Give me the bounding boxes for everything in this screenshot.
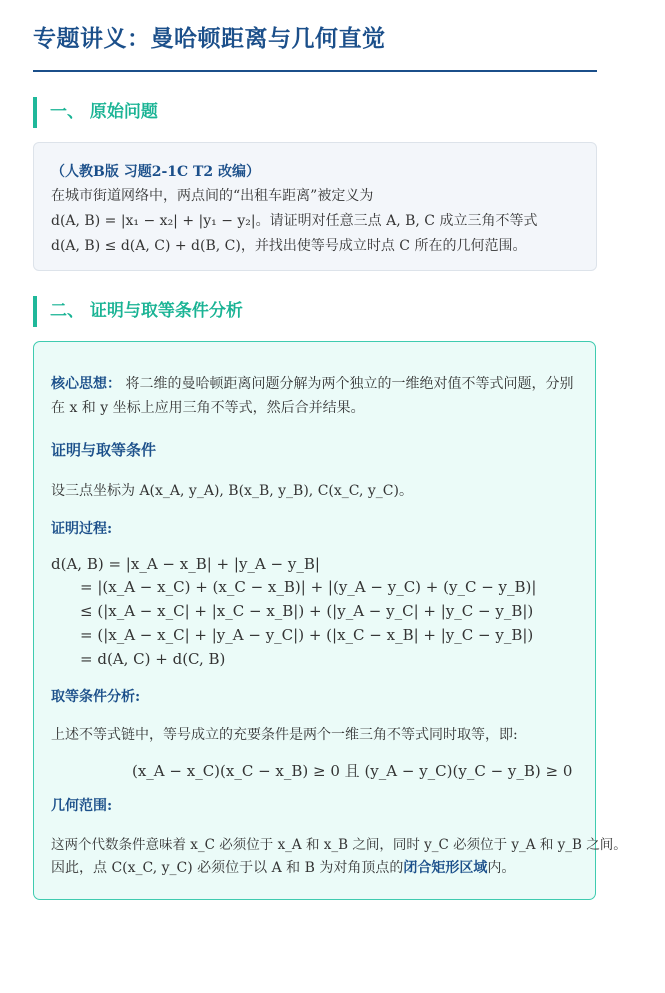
problem-source: （人教B版 习题2-1C T2 改编） (51, 164, 261, 180)
proof-eq-line-5: = d(A, C) + d(C, B) (80, 650, 226, 668)
core-idea-label: 核心思想： (51, 376, 121, 392)
process-label: 证明过程: (51, 521, 113, 537)
section-heading-proof: 二、 证明与取等条件分析 (33, 296, 243, 327)
equality-text: 上述不等式链中，等号成立的充要条件是两个一维三角不等式同时取等，即: (51, 727, 518, 743)
proof-eq-line-4: = (|x_A − x_C| + |y_A − y_C|) + (|x_C − x_B| + |y_C − y_B|) (80, 626, 534, 644)
document-page (33, 0, 627, 876)
proof-eq-line-3: ≤ (|x_A − x_C| + |x_C − x_B|) + (|y_A − y_C| + |y_C − y_B|) (80, 602, 534, 620)
geometry-text-1: 这两个代数条件意味着 x_C 必须位于 x_A 和 x_B 之间，同时 y_C 必须位于 y_A 和 y_B 之间。 (51, 837, 627, 853)
proof-eq-line-2: = |(x_A − x_C) + (x_C − x_B)| + |(y_A − y_C) + (y_C − y_B)| (80, 578, 537, 596)
title-divider (33, 70, 597, 72)
proof-box (33, 341, 627, 900)
section-heading-problem: 一、 原始问题 (33, 97, 158, 128)
geometry-text-2 (51, 857, 515, 877)
core-idea-text-1: 将二维的曼哈顿距离问题分解为两个独立的一维绝对值不等式问题，分别 (125, 376, 574, 392)
page-title: 专题讲义：曼哈顿距离与几何直觉 (33, 26, 386, 52)
equality-label: 取等条件分析: (51, 689, 141, 705)
core-idea-line-2: 在 x 和 y 坐标上应用三角不等式，然后合并结果。 (51, 400, 365, 416)
problem-line-3: d(A, B) ≤ d(A, C) + d(B, C)，并找出使等号成立时点 C 所在的几何范围。 (51, 238, 527, 254)
proof-eq-line-1: d(A, B) = |x_A − x_B| + |y_A − y_B| (51, 555, 320, 573)
geometry-label: 几何范围: (51, 798, 113, 814)
problem-line-1: 在城市街道网络中，两点间的“出租车距离”被定义为 (51, 188, 374, 204)
proof-subheading: 证明与取等条件 (51, 441, 157, 459)
geometry-text-2-pre: 因此，点 C(x_C, y_C) 必须位于以 A 和 B 为对角顶点的 (51, 860, 404, 876)
geometry-text-2-post: 内。 (487, 860, 516, 876)
core-idea-line-1 (51, 373, 573, 393)
problem-box (33, 142, 597, 271)
setup-text: 设三点坐标为 A(x_A, y_A), B(x_B, y_B), C(x_C, y_C)。 (51, 483, 413, 499)
problem-line-2: d(A, B) = |x₁ − x₂| + |y₁ − y₂|。请证明对任意三点 A, B, C 成立三角不等式 (51, 213, 538, 229)
closed-rectangle-region: 闭合矩形区域 (403, 860, 488, 876)
equality-formula: (x_A − x_C)(x_C − x_B) ≥ 0 且 (y_A − y_C)(y_C − y_B) ≥ 0 (132, 762, 573, 780)
